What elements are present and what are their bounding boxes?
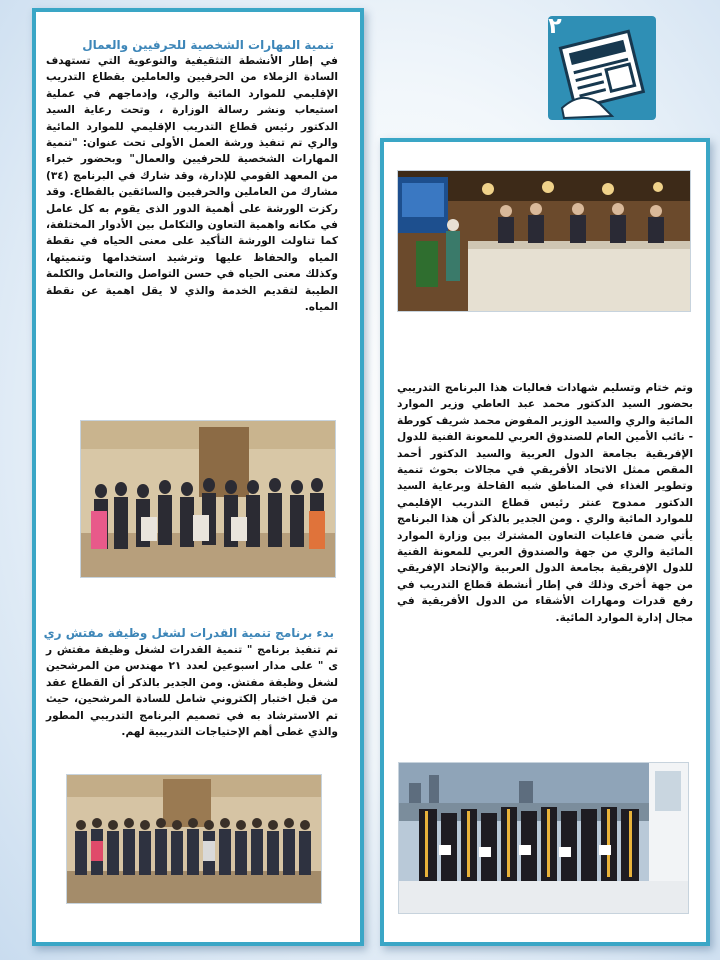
section2-body: تم تنفيذ برنامج " تنمية القدرات لشغل وظيفة مفتش ر ى " على مدار اسبوعين لعدد ٢١ مهندس من المرشحين لشغل وظيفة مفتش. ومن الجدير بالذكر أن القطاع عقد من قبل اختبار إلكتروني شامل للسادة المرشحين، حيث تم الاسترشاد به في تصميم البرنامج التدريبي المطور والذي غطى أهم الإحتياجات التدريبية لهم. (46, 644, 338, 739)
newspaper-icon (542, 12, 662, 124)
graduation-photo (398, 762, 689, 914)
section1-title: تنمية المهارات الشخصية للحرفيين والعمال (82, 38, 334, 52)
ceremony-hall-photo (397, 170, 691, 312)
section1-body: في إطار الأنشطة التثقيفية والتوعوية التي تستهدف السادة الزملاء من الحرفيين والعاملين بقطاع التدريب الإقليمي للموارد المائية والري، وإدماجهم في عملية استيعاب ونشر رسالة الوزارة ، وتحت رعاية السيد الدكتور رئيس قطاع التدريب الإقليمي للموارد المائية والري تم تنفيذ ورشة العمل الأولى تحت عنوان: "تنمية المهارات الشخصية للحرفيين والعمال" وبحضور خبراء من المعهد القومي للإدارة، وقد شارك في البرنامج (٣٤) مشارك من العاملين والحرفيين والسائقين بالقطاع. وقد ركزت الورشة على أهمية الدور الذى يقوم به كل عامل في مكانه واهمية التعاون والتكامل بين الأدوار المختلفة، كما تناولت الورشة التأكيد على معنى الحياه في نقطة المياه والحفاظ عليها وترشيد استخدامها وتنميتها، وكذلك معنى الحياه في حسن التواصل والتعامل والكلمة الطيبة لتقديم الخدمة والذي لا يقل اهمية عن نقطة المياه. (46, 55, 338, 314)
workshop-group-photo (80, 420, 336, 578)
inspectors-group-photo (66, 774, 322, 904)
page-number: ٢ (548, 14, 562, 39)
section2-title: بدء برنامج تنمية القدرات لشغل وظيفة مفتش ري (43, 626, 334, 640)
right-column-body: وتم ختام وتسليم شهادات فعاليات هذا البرنامج التدريبي بحضور السيد الدكتور محمد عبد العاطي وزير الموارد المائية والري والسيد الوزير المفوض محمد شريف كورطة - نائب الأمين العام للصندوق العربي للمعونة الفنية للدول الإفريقية بجامعة الدول العربية والسيد الدكتور أحمد المقص ممثل الاتحاد الأفريقي في مجالات بحوث تنمية وتطوير الغذاء في المناطق شبه القاحلة وبرعاية السيد الدكتور ممدوح عنتر رئيس قطاع التدريب الإقليمي للموارد المائية والري . ومن الجدير بالذكر أن هذا البرنامج يأتي ضمن فاعليات التعاون المشترك بين وزارة الموارد المائية والري من جهة والصندوق العربي للمعونة الفنية للدول الإفريقية بجامعة الدول العربية والإتحاد الإفريقي من جهة أخرى وذلك في إطار أنشطة قطاع التدريب في رفع قدرات ومهارات الأشقاء من الدول الأفريقية في مجال إدارة الموارد المائية. (397, 382, 693, 624)
